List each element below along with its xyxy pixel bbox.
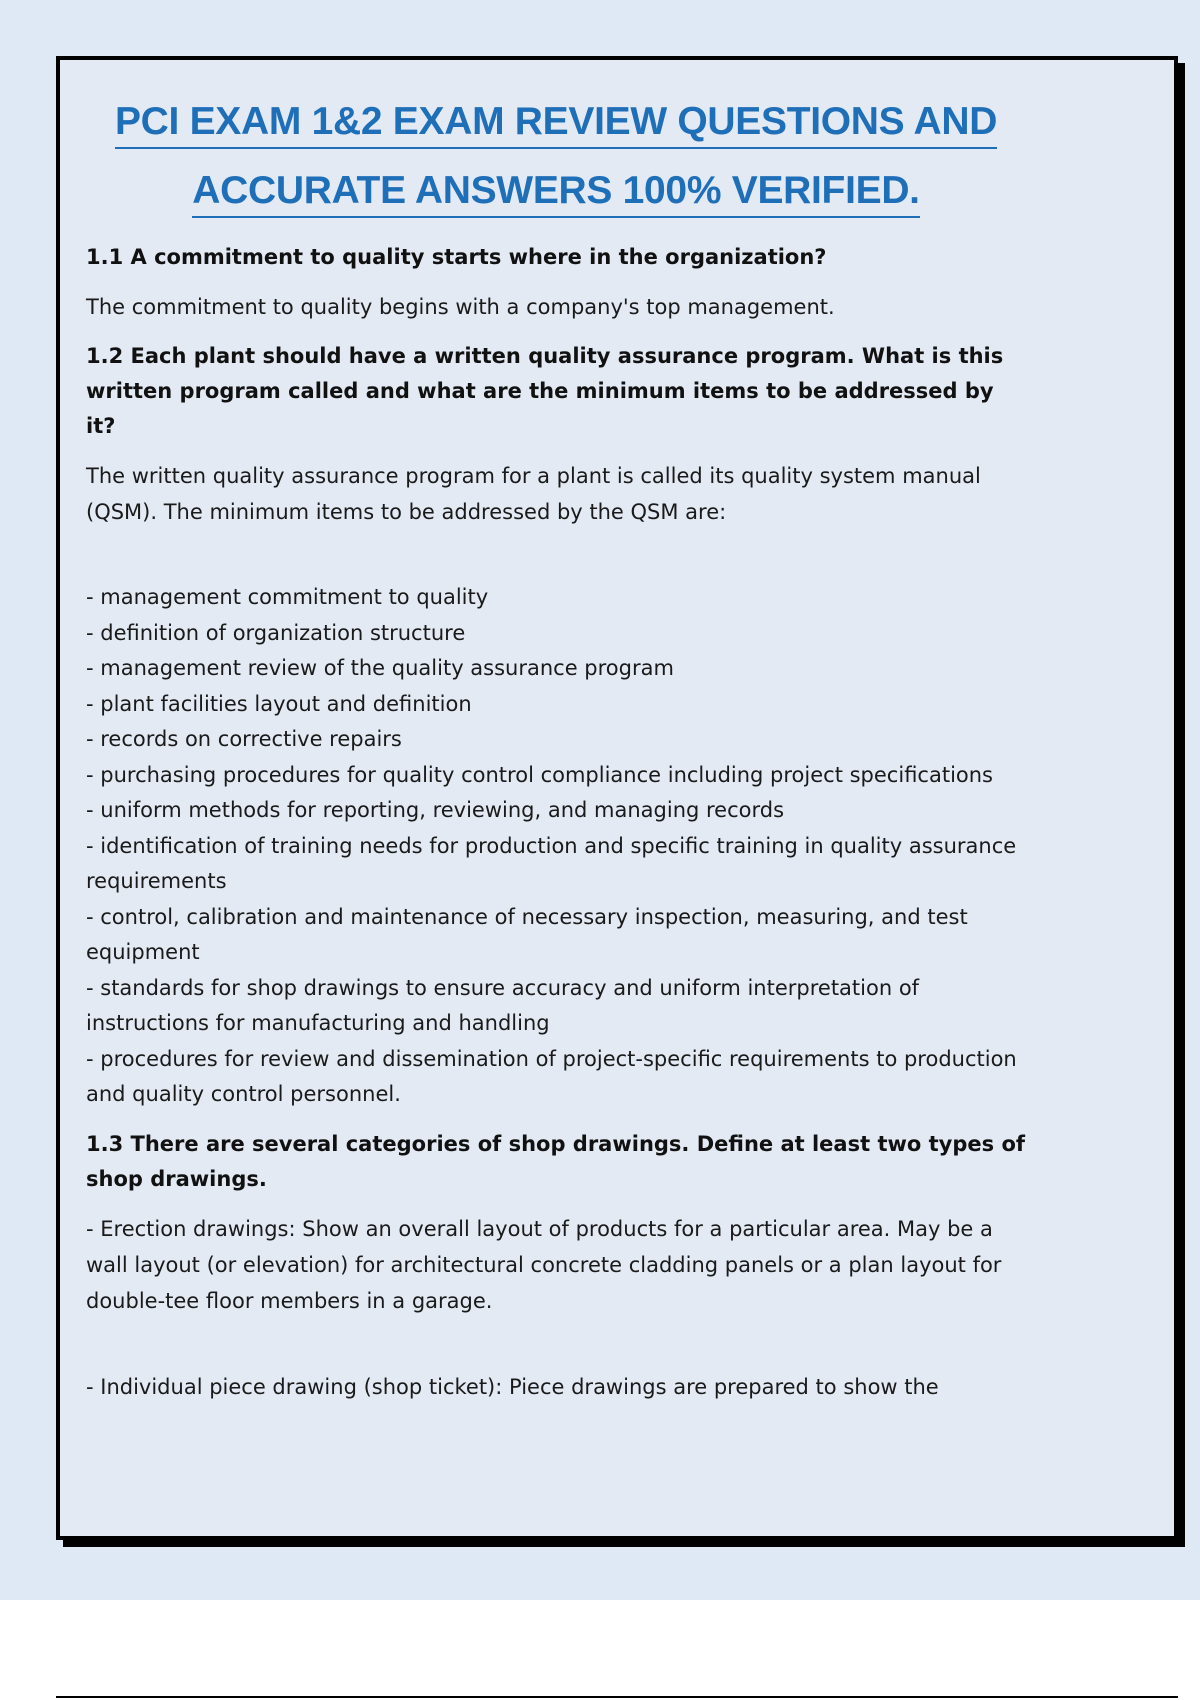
spacer: [86, 544, 1026, 580]
document-title: [86, 88, 1026, 226]
list-item: - plant facilities layout and definition: [86, 691, 472, 716]
spacer: [86, 1333, 1026, 1369]
question-1-1: 1.1 A commitment to quality starts where in the organization?: [86, 245, 827, 269]
question-1-2: 1.2 Each plant should have a written quality assurance program. What is this written program called and what are the minimum items to be addressed by it?: [86, 344, 1004, 438]
title-line-1: PCI EXAM 1&2 EXAM REVIEW QUESTIONS AND: [115, 97, 997, 149]
list-item: - control, calibration and maintenance of necessary inspection, measuring, and test equipment: [86, 904, 968, 964]
list-item: - uniform methods for reporting, reviewing, and managing records: [86, 798, 785, 822]
document-content: [86, 88, 1026, 1419]
answer-1-2: The written quality assurance program for a plant is called its quality system manual (QSM). The minimum items to be addressed by the QSM are:: [86, 464, 981, 524]
list-item: - identification of training needs for production and specific training in quality assurance requirements: [86, 833, 1017, 893]
list-item: - standards for shop drawings to ensure accuracy and uniform interpretation of instructions for manufacturing and handling: [86, 975, 920, 1035]
list-item: - management commitment to quality: [86, 585, 489, 609]
answer-1-1: The commitment to quality begins with a company's top management.: [86, 295, 835, 319]
list-item: - definition of organization structure: [86, 620, 466, 645]
question-1-3: 1.3 There are several categories of shop drawings. Define at least two types of shop drawings.: [86, 1131, 1026, 1191]
list-item: - records on corrective repairs: [86, 727, 402, 751]
qsm-items-list: [86, 580, 1026, 1113]
footer-rule: [56, 1696, 1178, 1698]
title-line-2: ACCURATE ANSWERS 100% VERIFIED.: [192, 166, 919, 218]
answer-1-3-erection: - Erection drawings: Show an overall layout of products for a particular area. May be a wall layout (or elevation) for architectural concrete cladding panels or a plan layout for double-tee floor members in a garage.: [86, 1216, 1002, 1313]
answer-1-3-piece: - Individual piece drawing (shop ticket): Piece drawings are prepared to show the: [86, 1374, 939, 1399]
list-item: - purchasing procedures for quality control compliance including project specifications: [86, 762, 993, 787]
list-item: - management review of the quality assurance program: [86, 656, 674, 680]
list-item: - procedures for review and dissemination of project-specific requirements to production and quality control personnel.: [86, 1046, 1017, 1106]
